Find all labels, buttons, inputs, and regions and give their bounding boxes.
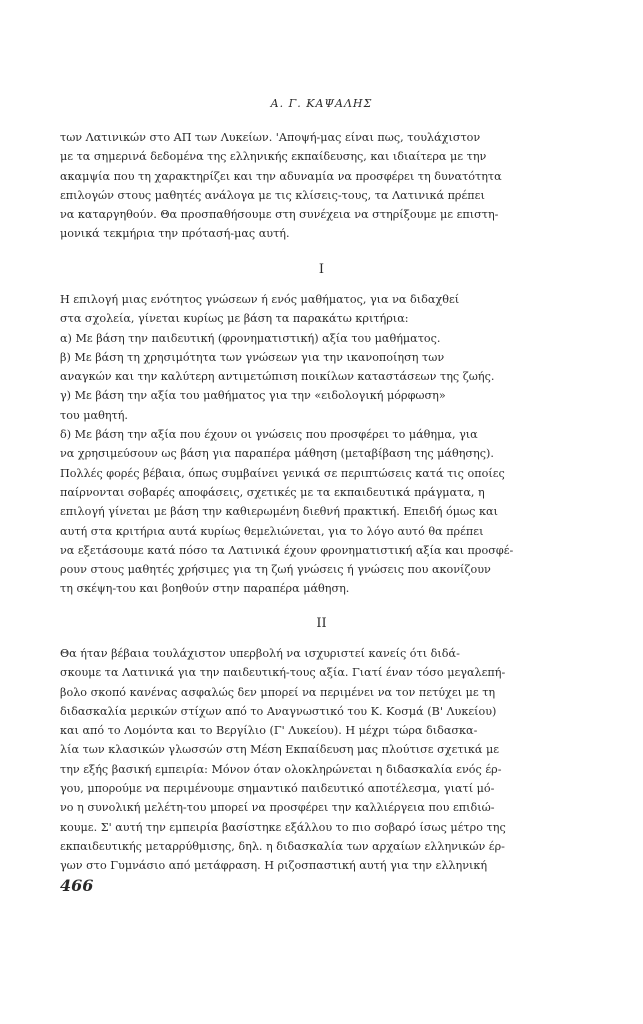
page-number: 466 (60, 876, 94, 895)
text-line: βολο σκοπό κανένας ασφαλώς δεν μπορεί να περιμένει να τον πετύχει με τη (60, 685, 496, 699)
text-line: ρουν στους μαθητές χρήσιμες για τη ζωή γνώσεις ή γνώσεις που ακονίζουν (60, 563, 491, 577)
text-line: μονικά τεκμήρια την πρότασή-μας αυτή. (60, 227, 290, 241)
text-line: αναγκών και την καλύτερη αντιμετώπιση ποικίλων καταστάσεων της ζωής. (60, 370, 495, 384)
text-line: β) Με βάση τη χρησιμότητα των γνώσεων για την ικανοποίηση των (60, 350, 445, 364)
text-line: επιλογή γίνεται με βάση την καθιερωμένη διεθνή πρακτική. Επειδή όμως και (60, 505, 498, 519)
intro-paragraph (60, 128, 572, 244)
text-line: να καταργηθούν. Θα προσπαθήσουμε στη συνέχεια να στηρίξουμε με επιστη- (60, 208, 499, 222)
text-line: Θα ήταν βέβαια τουλάχιστον υπερβολή να ισχυριστεί κανείς ότι διδά- (60, 647, 460, 660)
section-one-text (60, 290, 572, 599)
running-header: Α. Γ. ΚΑΨΑΛΗΣ (270, 97, 373, 110)
section-heading-two: ΙΙ (316, 616, 327, 631)
text-line: κουμε. Σ' αυτή την εμπειρία βασίστηκε εξάλλου το πιο σοβαρό ίσως μέτρο της (60, 820, 506, 834)
text-line: να εξετάσουμε κατά πόσο τα Λατινικά έχουν φρονηματιστική αξία και προσφέ- (60, 543, 514, 557)
text-line: τη σκέψη-του και βοηθούν στην παραπέρα μάθηση. (60, 582, 350, 596)
text-line: λία των κλασικών γλωσσών στη Μέση Εκπαίδευση μας πλούτισε σχετικά με (60, 743, 500, 757)
text-line: και από το Λομόντα και το Βεργίλιο (Γ' Λυκείου). Η μέχρι τώρα διδασκα- (60, 724, 478, 738)
text-line: παίρνονται σοβαρές αποφάσεις, σχετικές με τα εκπαιδευτικά πράγματα, η (60, 485, 485, 499)
text-line: δ) Με βάση την αξία που έχουν οι γνώσεις που προσφέρει το μάθημα, για (60, 428, 478, 442)
text-line: σκουμε τα Λατινικά για την παιδευτική-τους αξία. Γιατί έναν τόσο μεγαλεπή- (60, 666, 506, 680)
section-two-text (60, 644, 572, 876)
text-line: Πολλές φορές βέβαια, όπως συμβαίνει γενικά σε περιπτώσεις κατά τις οποίες (60, 466, 505, 480)
text-line: αυτή στα κριτήρια αυτά κυρίως θεμελιώνεται, για το λόγο αυτό θα πρέπει (60, 524, 484, 538)
text-line: του μαθητή. (60, 408, 128, 422)
text-line: Η επιλογή μιας ενότητος γνώσεων ή ενός μαθήματος, για να διδαχθεί (60, 293, 460, 306)
text-line: γου, μπορούμε να περιμένουμε σημαντικό παιδευτικό αποτέλεσμα, γιατί μό- (60, 782, 495, 796)
text-line: διδασκαλία μερικών στίχων από το Αναγνωστικό του Κ. Κοσμά (Β' Λυκείου) (60, 704, 497, 718)
text-line: με τα σημερινά δεδομένα της ελληνικής εκπαίδευσης, και ιδιαίτερα με την (60, 150, 487, 164)
text-line: ακαμψία που τη χαρακτηρίζει και την αδυναμία να προσφέρει τη δυνατότητα (60, 169, 502, 183)
text-line: να χρησιμεύσουν ως βάση για παραπέρα μάθηση (μεταβίβαση της μάθησης). (60, 447, 494, 461)
section-heading-one: Ι (318, 262, 325, 277)
text-line: γ) Με βάση την αξία του μαθήματος για την «ειδολογική μόρφωση» (60, 389, 446, 403)
text-line: στα σχολεία, γίνεται κυρίως με βάση τα παρακάτω κριτήρια: (60, 312, 409, 326)
text-line: την εξής βασική εμπειρία: Μόνον όταν ολοκληρώνεται η διδασκαλία ενός έρ- (60, 762, 502, 776)
text-line: νο η συνολική μελέτη-του μπορεί να προσφέρει την καλλιέργεια που επιδιώ- (60, 801, 495, 815)
text-line: επιλογών στους μαθητές ανάλογα με τις κλίσεις-τους, τα Λατινικά πρέπει (60, 188, 485, 202)
text-line: γων στο Γυμνάσιο από μετάφραση. Η ριζοσπαστική αυτή για την ελληνική (60, 859, 488, 873)
text-line: των Λατινικών στο ΑΠ των Λυκείων. 'Αποψή-μας είναι πως, τουλάχιστον (60, 131, 481, 144)
text-line: εκπαιδευτικής μεταρρύθμισης, δηλ. η διδασκαλία των αρχαίων ελληνικών έρ- (60, 839, 505, 853)
text-line: α) Με βάση την παιδευτική (φρονηματιστική) αξία του μαθήματος. (60, 331, 441, 345)
